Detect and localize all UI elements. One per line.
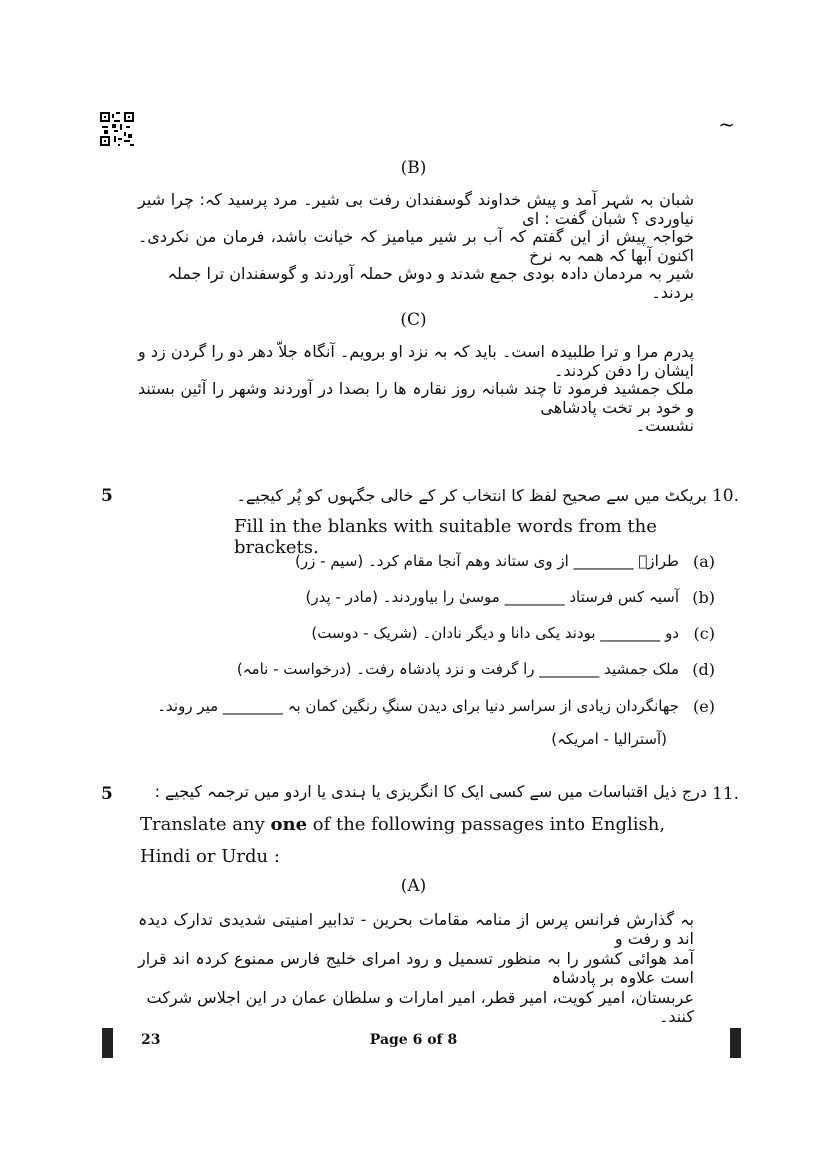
q11-english-instruction bbox=[140, 814, 720, 835]
q10-option-letter: (c) bbox=[693, 624, 715, 643]
q11-number: 11. bbox=[711, 784, 739, 804]
q10-marks: 5 bbox=[101, 486, 113, 506]
section-c-label: (C) bbox=[400, 310, 427, 330]
q11-marks: 5 bbox=[101, 784, 113, 804]
q10-option-letter: (e) bbox=[693, 697, 715, 716]
q10-urdu-instruction: بریکٹ میں سے صحیح لفظ کا انتخاب کر کے خالی جگہوں کو پُر کیجیے۔ bbox=[236, 486, 707, 505]
q11-passage-line: بہ گذارش فرانس پرس از منامہ مقامات بحرین - تدابیر امنیتی شدیدی تدارک دیدہ اند و رفت و bbox=[138, 910, 694, 948]
section-c-line: نشست۔ bbox=[635, 416, 694, 435]
section-c-passage bbox=[138, 342, 694, 453]
section-c-line: پدرم مرا و ترا طلبیدہ است۔ باید کہ بہ نزد او برویم۔ آنگاہ جلاّ دھر دو را گردن زد و ایشان را دفن کردند۔ bbox=[138, 342, 694, 380]
q10-number: 10. bbox=[711, 486, 739, 506]
q11-english-pre: Translate any bbox=[140, 814, 271, 835]
q11-english-post: of the following passages into English, bbox=[307, 814, 666, 835]
section-b-line: شبان بہ شہر آمد و پیش خداوند گوسفندان رفت بی شیر۔ مرد پرسید کہ: چرا شیر نیاوردی ؟ شبان گفت : ای bbox=[138, 190, 694, 228]
q10-english-instruction: Fill in the blanks with suitable words from the brackets. bbox=[234, 516, 657, 558]
q10-option-e-bracket: (آسترالیا - امریکہ) bbox=[551, 730, 667, 748]
q11-urdu-instruction: درج ذیل اقتباسات میں سے کسی ایک کا انگریزی یا ہندی یا اردو میں ترجمہ کیجیے : bbox=[154, 782, 707, 801]
q10-option-letter: (a) bbox=[692, 552, 715, 571]
q11-passage-label: (A) bbox=[400, 876, 427, 896]
q10-option-text: دو ________ بودند یکی دانا و دیگر نادان۔ (شریک - دوست) bbox=[311, 624, 679, 642]
section-c-line: ملک جمشید فرمود تا چند شبانہ روز نقارہ ھا را بصدا در آوردند وشھر را آئین بستند و خود بر تخت پادشاھی bbox=[138, 379, 694, 417]
section-b-line: خواجہ پیش از این گفتم کہ آب بر شیر میامیز کہ خیانت باشد، فرمان من نکردی۔ اکنون آبھا کہ ھمہ بہ نرخ bbox=[138, 227, 694, 265]
q10-option-text: آسیہ کس فرستاد ________ موسیٰ را بیاوردند۔ (مادر - پدر) bbox=[305, 588, 679, 606]
q10-option-letter: (b) bbox=[692, 588, 715, 607]
q10-option-letter: (d) bbox=[692, 660, 715, 679]
q11-english-instruction-line2: Hindi or Urdu : bbox=[140, 846, 280, 867]
q11-passage bbox=[138, 910, 694, 1027]
section-b-label: (B) bbox=[400, 158, 427, 178]
q10-option-text: طرازؔ ________ از وی ستاند وھم آنجا مقام کرد۔ (سیم - زر) bbox=[295, 552, 679, 570]
footer-code: 23 bbox=[141, 1032, 161, 1048]
page-number: Page 6 of 8 bbox=[369, 1032, 458, 1048]
q11-passage-line: آمد ھوائی کشور را بہ منظور تسمیل و رود امرای خلیج فارس ممنوع کردہ اند قرار است علاوہ بر پادشاہ bbox=[138, 949, 694, 987]
qr-code-icon bbox=[100, 112, 134, 146]
q11-passage-line: عربستان، امیر کویت، امیر قطر، امیر امارات و سلطان عمان در این اجلاس شرکت کنند۔ bbox=[146, 988, 694, 1026]
corner-mark: ~ bbox=[718, 112, 735, 136]
q10-option-text: ملک جمشید ________ را گرفت و نزد پادشاہ رفت۔ (درخواست - نامہ) bbox=[236, 660, 679, 678]
section-b-passage bbox=[138, 190, 694, 301]
q10-option-text: جھانگردان زیادی از سراسر دنیا برای دیدن سنگِ رنگین کمان بہ ________ میر روند۔ bbox=[157, 697, 679, 715]
q11-english-bold: one bbox=[270, 814, 308, 835]
section-b-line: شیر بہ مردمان دادہ بودی جمع شدند و دوش حملہ آوردند و گوسفندان ترا جملہ بردند۔ bbox=[167, 264, 694, 302]
